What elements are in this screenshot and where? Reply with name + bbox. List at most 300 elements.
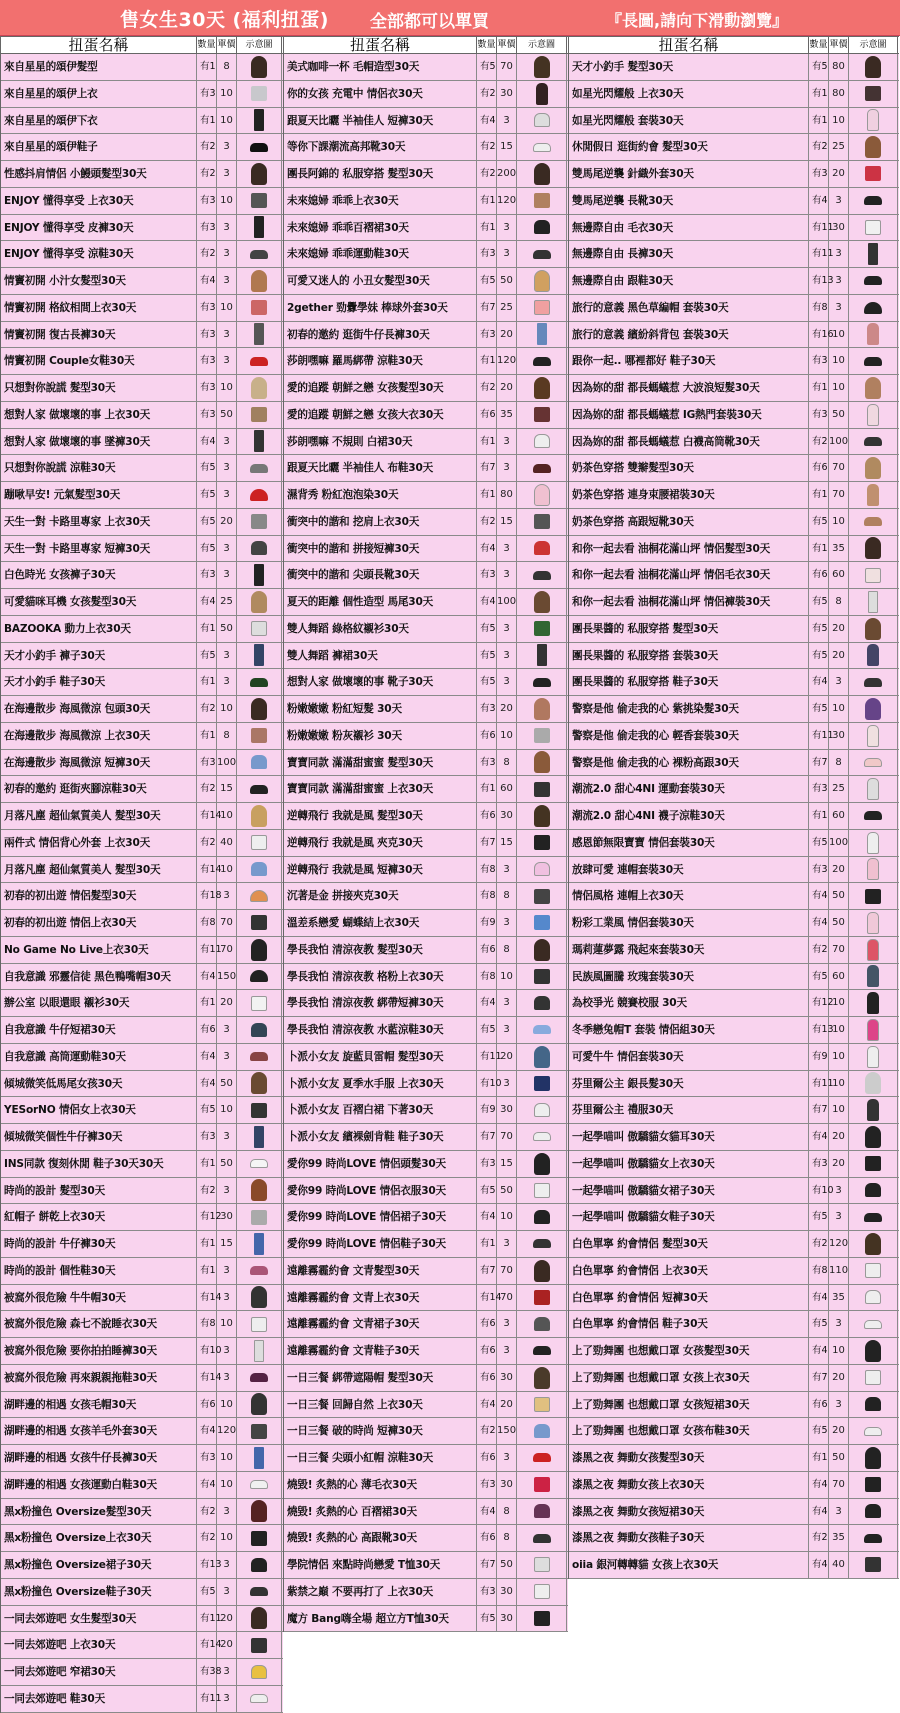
- item-price: 10: [217, 1525, 237, 1551]
- item-price: 70: [497, 54, 517, 80]
- gacha-item-row[interactable]: [284, 536, 568, 563]
- gacha-item-row[interactable]: [284, 161, 568, 188]
- gacha-item-row[interactable]: [1, 1472, 283, 1499]
- gacha-item-row[interactable]: [569, 1311, 899, 1338]
- gacha-item-row[interactable]: [569, 322, 899, 349]
- gacha-item-row[interactable]: [284, 589, 568, 616]
- item-price: 10: [829, 509, 849, 535]
- gacha-item-row[interactable]: [284, 776, 568, 803]
- gacha-item-row[interactable]: [284, 1285, 568, 1312]
- gacha-item-row[interactable]: [1, 295, 283, 322]
- gacha-item-row[interactable]: [1, 429, 283, 456]
- gacha-item-row[interactable]: [1, 1499, 283, 1526]
- item-preview-icon: [250, 1159, 268, 1168]
- gacha-item-row[interactable]: [284, 562, 568, 589]
- item-name: 一起學喵叫 傲驕貓女貓耳30天: [569, 1124, 809, 1150]
- gacha-item-row[interactable]: [569, 883, 899, 910]
- gacha-item-row[interactable]: [284, 509, 568, 536]
- item-price: 70: [497, 1285, 517, 1311]
- item-preview-icon: [865, 86, 881, 101]
- item-name: 潮流2.0 甜心4NI 襪子涼鞋30天: [569, 803, 809, 829]
- item-name: 雙人舞蹈 褲裙30天: [284, 643, 477, 669]
- gacha-item-row[interactable]: [284, 1365, 568, 1392]
- gacha-item-row[interactable]: [1, 108, 283, 135]
- item-price: 20: [829, 1124, 849, 1150]
- item-preview-icon: [534, 163, 550, 185]
- item-price: 40: [217, 830, 237, 856]
- gacha-item-row[interactable]: [569, 348, 899, 375]
- gacha-item-row[interactable]: [569, 1044, 899, 1071]
- gacha-item-row[interactable]: [569, 482, 899, 509]
- item-preview-icon: [534, 1103, 550, 1117]
- gacha-item-row[interactable]: [1, 375, 283, 402]
- gacha-item-row[interactable]: [284, 964, 568, 991]
- item-price: 10: [497, 964, 517, 990]
- gacha-item-row[interactable]: [569, 429, 899, 456]
- item-preview-icon: [534, 514, 550, 529]
- item-price: 30: [497, 1365, 517, 1391]
- item-quantity: 有5: [809, 616, 829, 642]
- gacha-item-row[interactable]: [569, 1392, 899, 1419]
- item-preview: [517, 1499, 567, 1525]
- gacha-item-row[interactable]: [284, 54, 568, 81]
- item-preview: [849, 1499, 898, 1525]
- gacha-item-row[interactable]: [569, 803, 899, 830]
- item-preview-icon: [534, 407, 550, 422]
- gacha-item-row[interactable]: [284, 402, 568, 429]
- gacha-item-row[interactable]: [569, 1231, 899, 1258]
- gacha-item-row[interactable]: [284, 1418, 568, 1445]
- gacha-item-row[interactable]: [284, 322, 568, 349]
- gacha-item-row[interactable]: [284, 910, 568, 937]
- item-name: 沉著是金 拼接夾克30天: [284, 883, 477, 909]
- item-quantity: 有2: [197, 830, 217, 856]
- gacha-item-row[interactable]: [1, 455, 283, 482]
- gacha-item-row[interactable]: [1, 990, 283, 1017]
- gacha-item-row[interactable]: [1, 1124, 283, 1151]
- item-preview-icon: [534, 1153, 550, 1175]
- gacha-item-row[interactable]: [569, 1204, 899, 1231]
- gacha-item-row[interactable]: [1, 589, 283, 616]
- item-name: 如星光閃耀般 套裝30天: [569, 108, 809, 134]
- item-quantity: 有5: [809, 509, 829, 535]
- gacha-item-row[interactable]: [1, 81, 283, 108]
- gacha-item-row[interactable]: [1, 883, 283, 910]
- item-quantity: 有5: [197, 482, 217, 508]
- gacha-item-row[interactable]: [284, 1044, 568, 1071]
- item-price: 3: [217, 1659, 237, 1685]
- gacha-item-row[interactable]: [284, 1071, 568, 1098]
- gacha-item-row[interactable]: [284, 1124, 568, 1151]
- gacha-item-row[interactable]: [1, 1632, 283, 1659]
- gacha-item-row[interactable]: [284, 1472, 568, 1499]
- item-preview-icon: [250, 464, 268, 473]
- item-quantity: 有1: [809, 482, 829, 508]
- gacha-item-row[interactable]: [1, 482, 283, 509]
- gacha-item-row[interactable]: [284, 241, 568, 268]
- item-preview: [517, 455, 567, 481]
- gacha-item-row[interactable]: [1, 964, 283, 991]
- item-preview-icon: [534, 1504, 550, 1518]
- gacha-item-row[interactable]: [1, 776, 283, 803]
- gacha-item-row[interactable]: [569, 776, 899, 803]
- item-preview-icon: [251, 996, 267, 1011]
- gacha-item-row[interactable]: [1, 1338, 283, 1365]
- gacha-item-row[interactable]: [569, 188, 899, 215]
- item-preview-icon: [250, 1266, 268, 1275]
- gacha-item-row[interactable]: [569, 964, 899, 991]
- item-price: 25: [829, 134, 849, 160]
- item-name: 一日三餐 綁帶遮陽帽 髮型30天: [284, 1365, 477, 1391]
- item-preview: [517, 1418, 567, 1444]
- gacha-item-row[interactable]: [284, 857, 568, 884]
- item-quantity: 有6: [477, 1311, 497, 1337]
- gacha-item-row[interactable]: [569, 54, 899, 81]
- item-quantity: 有3: [197, 81, 217, 107]
- gacha-item-row[interactable]: [1, 1285, 283, 1312]
- gacha-item-row[interactable]: [284, 1258, 568, 1285]
- gacha-item-row[interactable]: [569, 1445, 899, 1472]
- gacha-item-row[interactable]: [569, 1124, 899, 1151]
- item-price: 20: [217, 1606, 237, 1632]
- gacha-item-row[interactable]: [1, 1525, 283, 1552]
- item-preview: [237, 1525, 282, 1551]
- gacha-item-row[interactable]: [284, 937, 568, 964]
- gacha-item-row[interactable]: [1, 1552, 283, 1579]
- item-price: 8: [829, 750, 849, 776]
- title-banner: [0, 0, 900, 36]
- gacha-item-row[interactable]: [284, 1097, 568, 1124]
- gacha-item-row[interactable]: [569, 937, 899, 964]
- gacha-item-row[interactable]: [1, 536, 283, 563]
- gacha-item-row[interactable]: [569, 134, 899, 161]
- item-price: 10: [497, 1204, 517, 1230]
- item-preview-icon: [254, 430, 264, 452]
- item-price: 70: [829, 455, 849, 481]
- item-preview-icon: [250, 1587, 268, 1596]
- item-quantity: 有1: [197, 1258, 217, 1284]
- item-quantity: 有2: [809, 937, 829, 963]
- gacha-item-row[interactable]: [284, 375, 568, 402]
- gacha-item-row[interactable]: [284, 1499, 568, 1526]
- gacha-item-row[interactable]: [284, 616, 568, 643]
- gacha-item-row[interactable]: [569, 723, 899, 750]
- item-quantity: 有6: [477, 402, 497, 428]
- item-price: 10: [217, 375, 237, 401]
- gacha-item-row[interactable]: [284, 803, 568, 830]
- gacha-item-row[interactable]: [1, 1044, 283, 1071]
- item-name: ENJOY 懂得享受 上衣30天: [1, 188, 197, 214]
- gacha-item-row[interactable]: [569, 81, 899, 108]
- gacha-item-row[interactable]: [569, 857, 899, 884]
- gacha-item-row[interactable]: [1, 1258, 283, 1285]
- item-price: 80: [829, 81, 849, 107]
- item-preview: [849, 1044, 898, 1070]
- gacha-item-row[interactable]: [284, 643, 568, 670]
- gacha-item-row[interactable]: [569, 1258, 899, 1285]
- gacha-item-row[interactable]: [1, 1418, 283, 1445]
- gacha-item-row[interactable]: [1, 1204, 283, 1231]
- item-name: 被窩外很危險 牛牛帽30天: [1, 1285, 197, 1311]
- item-price: 70: [829, 1472, 849, 1498]
- item-quantity: 有11: [477, 1044, 497, 1070]
- gacha-item-row[interactable]: [284, 1311, 568, 1338]
- gacha-item-row[interactable]: [1, 1579, 283, 1606]
- gacha-item-row[interactable]: [284, 1606, 568, 1633]
- item-price: 20: [829, 161, 849, 187]
- gacha-item-row[interactable]: [1, 1017, 283, 1044]
- item-price: 3: [217, 1044, 237, 1070]
- item-preview-icon: [865, 1504, 881, 1518]
- item-quantity: 有6: [197, 1017, 217, 1043]
- gacha-item-row[interactable]: [284, 134, 568, 161]
- gacha-item-row[interactable]: [284, 830, 568, 857]
- item-preview: [237, 375, 282, 401]
- item-preview: [849, 669, 898, 695]
- item-quantity: 有2: [197, 134, 217, 160]
- item-name: 旅行的意義 繽紛斜背包 套裝30天: [569, 322, 809, 348]
- gacha-item-row[interactable]: [1, 616, 283, 643]
- gacha-item-row[interactable]: [284, 696, 568, 723]
- item-preview-icon: [867, 858, 879, 880]
- gacha-item-row[interactable]: [569, 616, 899, 643]
- item-quantity: 有5: [197, 1097, 217, 1123]
- gacha-item-row[interactable]: [1, 1311, 283, 1338]
- item-price: 3: [217, 1499, 237, 1525]
- item-preview: [849, 1445, 898, 1471]
- gacha-item-row[interactable]: [284, 295, 568, 322]
- gacha-item-row[interactable]: [569, 1178, 899, 1205]
- gacha-item-row[interactable]: [1, 723, 283, 750]
- gacha-item-row[interactable]: [1, 857, 283, 884]
- item-quantity: 有4: [197, 429, 217, 455]
- gacha-item-row[interactable]: [569, 990, 899, 1017]
- gacha-item-row[interactable]: [569, 1338, 899, 1365]
- item-preview-icon: [865, 889, 881, 904]
- item-price: 50: [217, 1071, 237, 1097]
- gacha-item-row[interactable]: [1, 1686, 283, 1713]
- item-preview-icon: [868, 591, 878, 613]
- gacha-item-row[interactable]: [284, 1204, 568, 1231]
- item-quantity: 有6: [809, 562, 829, 588]
- gacha-item-row[interactable]: [284, 1338, 568, 1365]
- gacha-item-row[interactable]: [284, 188, 568, 215]
- gacha-item-row[interactable]: [1, 509, 283, 536]
- gacha-item-row[interactable]: [569, 910, 899, 937]
- gacha-item-row[interactable]: [1, 669, 283, 696]
- gacha-item-row[interactable]: [569, 1071, 899, 1098]
- item-preview-icon: [534, 915, 550, 930]
- gacha-item-row[interactable]: [1, 1606, 283, 1633]
- gacha-item-row[interactable]: [569, 562, 899, 589]
- gacha-item-row[interactable]: [1, 937, 283, 964]
- item-preview-icon: [533, 678, 551, 687]
- item-quantity: 有3: [197, 402, 217, 428]
- item-preview-icon: [867, 912, 879, 934]
- gacha-item-row[interactable]: [1, 1445, 283, 1472]
- item-preview-icon: [534, 1424, 550, 1438]
- item-name: 衝突中的諧和 拼接短褲30天: [284, 536, 477, 562]
- gacha-item-row[interactable]: [569, 1365, 899, 1392]
- header-qty: 數量: [477, 37, 497, 53]
- gacha-item-row[interactable]: [569, 669, 899, 696]
- item-preview: [517, 482, 567, 508]
- gacha-item-row[interactable]: [569, 402, 899, 429]
- gacha-item-row[interactable]: [1, 161, 283, 188]
- gacha-item-row[interactable]: [569, 268, 899, 295]
- gacha-item-row[interactable]: [1, 54, 283, 81]
- item-name: 上了勁舞團 也想戴口罩 女孩布鞋30天: [569, 1418, 809, 1444]
- item-preview-icon: [250, 143, 268, 152]
- item-preview: [237, 1258, 282, 1284]
- item-name: 衝突中的諧和 挖肩上衣30天: [284, 509, 477, 535]
- gacha-item-row[interactable]: [1, 1231, 283, 1258]
- item-name: 漆黑之夜 舞動女孩上衣30天: [569, 1472, 809, 1498]
- gacha-item-row[interactable]: [1, 322, 283, 349]
- item-preview: [517, 161, 567, 187]
- gacha-item-row[interactable]: [284, 1552, 568, 1579]
- gacha-item-row[interactable]: [1, 830, 283, 857]
- item-price: 20: [829, 1418, 849, 1444]
- gacha-item-row[interactable]: [1, 402, 283, 429]
- gacha-item-row[interactable]: [284, 1445, 568, 1472]
- item-preview: [849, 54, 898, 80]
- gacha-item-row[interactable]: [284, 268, 568, 295]
- gacha-item-row[interactable]: [1, 750, 283, 777]
- gacha-item-row[interactable]: [1, 268, 283, 295]
- gacha-item-row[interactable]: [569, 1097, 899, 1124]
- item-price: 10: [217, 1445, 237, 1471]
- gacha-item-row[interactable]: [284, 108, 568, 135]
- gacha-item-row[interactable]: [569, 1499, 899, 1526]
- item-preview: [517, 964, 567, 990]
- gacha-item-row[interactable]: [284, 1392, 568, 1419]
- gacha-item-row[interactable]: [569, 589, 899, 616]
- gacha-item-row[interactable]: [569, 643, 899, 670]
- item-name: 情侶風格 連帽上衣30天: [569, 883, 809, 909]
- gacha-item-row[interactable]: [1, 562, 283, 589]
- item-preview-icon: [864, 758, 882, 767]
- gacha-item-row[interactable]: [284, 883, 568, 910]
- gacha-item-row[interactable]: [1, 215, 283, 242]
- gacha-item-row[interactable]: [569, 161, 899, 188]
- item-price: 3: [497, 241, 517, 267]
- gacha-item-row[interactable]: [1, 1178, 283, 1205]
- gacha-item-row[interactable]: [569, 1285, 899, 1312]
- gacha-item-row[interactable]: [1, 188, 283, 215]
- item-preview-icon: [867, 109, 879, 131]
- item-quantity: 有1: [477, 348, 497, 374]
- item-name: 來自星星的頌伊上衣: [1, 81, 197, 107]
- gacha-item-row[interactable]: [284, 669, 568, 696]
- gacha-item-row[interactable]: [569, 830, 899, 857]
- item-quantity: 有4: [197, 589, 217, 615]
- gacha-item-row[interactable]: [569, 241, 899, 268]
- gacha-item-row[interactable]: [1, 241, 283, 268]
- item-quantity: 有8: [197, 910, 217, 936]
- gacha-item-row[interactable]: [569, 536, 899, 563]
- item-quantity: 有2: [809, 429, 829, 455]
- gacha-item-row[interactable]: [1, 1392, 283, 1419]
- item-preview: [517, 1285, 567, 1311]
- gacha-item-row[interactable]: [1, 910, 283, 937]
- gacha-item-row[interactable]: [1, 643, 283, 670]
- gacha-item-row[interactable]: [569, 1151, 899, 1178]
- gacha-item-row[interactable]: [1, 696, 283, 723]
- gacha-item-row[interactable]: [284, 1017, 568, 1044]
- gacha-item-row[interactable]: [284, 81, 568, 108]
- gacha-item-row[interactable]: [284, 1151, 568, 1178]
- gacha-item-row[interactable]: [569, 375, 899, 402]
- gacha-item-row[interactable]: [569, 1418, 899, 1445]
- gacha-item-row[interactable]: [569, 1552, 899, 1579]
- gacha-item-row[interactable]: [284, 1525, 568, 1552]
- gacha-item-row[interactable]: [284, 750, 568, 777]
- item-preview: [849, 241, 898, 267]
- gacha-item-row[interactable]: [284, 1231, 568, 1258]
- item-price: 3: [497, 1231, 517, 1257]
- item-preview: [237, 669, 282, 695]
- gacha-item-row[interactable]: [284, 1178, 568, 1205]
- gacha-item-row[interactable]: [284, 348, 568, 375]
- gacha-item-row[interactable]: [569, 295, 899, 322]
- item-preview: [517, 562, 567, 588]
- item-quantity: 有5: [809, 643, 829, 669]
- item-name: 一日三餐 破的時尚 短褲30天: [284, 1418, 477, 1444]
- gacha-item-row[interactable]: [1, 1071, 283, 1098]
- gacha-item-row[interactable]: [569, 1017, 899, 1044]
- gacha-item-row[interactable]: [284, 215, 568, 242]
- gacha-item-row[interactable]: [569, 750, 899, 777]
- gacha-item-row[interactable]: [569, 1472, 899, 1499]
- gacha-item-row[interactable]: [1, 348, 283, 375]
- gacha-item-row[interactable]: [569, 108, 899, 135]
- gacha-item-row[interactable]: [284, 990, 568, 1017]
- item-price: 20: [829, 616, 849, 642]
- gacha-item-row[interactable]: [284, 723, 568, 750]
- gacha-item-row[interactable]: [1, 1365, 283, 1392]
- item-name: 奶茶色穿搭 高跟短靴30天: [569, 509, 809, 535]
- item-preview-icon: [533, 1534, 551, 1543]
- gacha-item-row[interactable]: [284, 482, 568, 509]
- item-preview: [237, 1632, 282, 1658]
- gacha-item-row[interactable]: [569, 1525, 899, 1552]
- gacha-item-row[interactable]: [1, 1097, 283, 1124]
- item-quantity: 有5: [809, 1418, 829, 1444]
- gacha-item-row[interactable]: [1, 803, 283, 830]
- item-name: 奶茶色穿搭 連身束腰裙裝30天: [569, 482, 809, 508]
- item-price: 3: [217, 215, 237, 241]
- gacha-item-row[interactable]: [1, 1151, 283, 1178]
- item-preview: [517, 429, 567, 455]
- gacha-item-row[interactable]: [284, 455, 568, 482]
- gacha-item-row[interactable]: [1, 134, 283, 161]
- gacha-item-row[interactable]: [569, 696, 899, 723]
- item-price: 3: [217, 348, 237, 374]
- item-preview-icon: [534, 939, 550, 961]
- gacha-item-row[interactable]: [1, 1659, 283, 1686]
- gacha-item-row[interactable]: [569, 509, 899, 536]
- item-price: 3: [497, 1071, 517, 1097]
- gacha-item-row[interactable]: [284, 429, 568, 456]
- item-preview: [237, 1285, 282, 1311]
- item-price: 3: [217, 536, 237, 562]
- item-preview-icon: [864, 1213, 882, 1222]
- gacha-item-row[interactable]: [569, 215, 899, 242]
- gacha-item-row[interactable]: [569, 455, 899, 482]
- gacha-item-row[interactable]: [284, 1579, 568, 1606]
- item-price: 3: [497, 1338, 517, 1364]
